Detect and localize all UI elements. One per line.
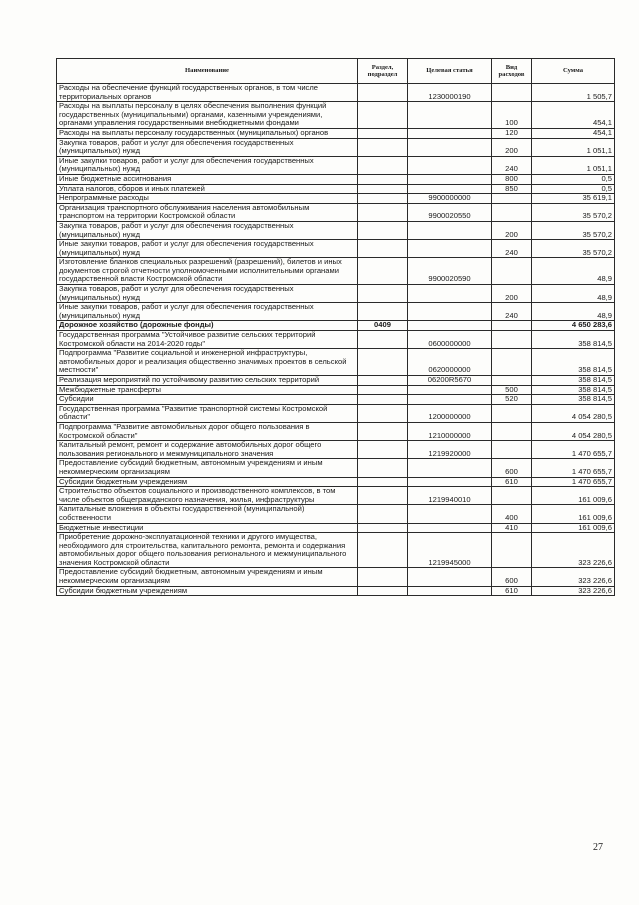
cell-kind: 800 [492, 174, 532, 184]
cell-name: Приобретение дорожно-эксплуатационной техники и другого имущества, необходимого для строительства, капитального ремонта, ремонта и содержания автомобильных дорог общего пользования регионального и межмуниципального значения Костромской области [57, 533, 358, 568]
cell-article: 9900020590 [408, 258, 492, 285]
cell-article [408, 395, 492, 405]
cell-sum: 48,9 [532, 258, 615, 285]
cell-kind: 120 [492, 128, 532, 138]
cell-kind: 400 [492, 505, 532, 523]
cell-article [408, 102, 492, 129]
header-sum: Сумма [532, 59, 615, 84]
cell-kind: 200 [492, 285, 532, 303]
cell-kind: 600 [492, 568, 532, 586]
cell-name: Организация транспортного обслуживания населения автомобильным транспортом на территории Костромской области [57, 203, 358, 221]
cell-section [358, 395, 408, 405]
cell-kind: 240 [492, 303, 532, 321]
cell-section [358, 203, 408, 221]
cell-kind [492, 533, 532, 568]
cell-article [408, 285, 492, 303]
cell-article [408, 321, 492, 331]
cell-section [358, 174, 408, 184]
table-row [57, 441, 615, 459]
cell-sum: 323 226,6 [532, 568, 615, 586]
cell-section [358, 441, 408, 459]
table-header-row [57, 59, 615, 84]
cell-name: Закупка товаров, работ и услуг для обеспечения государственных (муниципальных) нужд [57, 285, 358, 303]
table-row [57, 258, 615, 285]
cell-kind [492, 349, 532, 376]
table-row [57, 203, 615, 221]
cell-name: Предоставление субсидий бюджетным, автономным учреждениям и иным некоммерческим организациям [57, 568, 358, 586]
cell-name: Государственная программа "Устойчивое развитие сельских территорий Костромской области на 2014-2020 годы" [57, 331, 358, 349]
cell-sum: 4 650 283,6 [532, 321, 615, 331]
cell-sum: 323 226,6 [532, 586, 615, 596]
cell-section [358, 487, 408, 505]
cell-name: Иные закупки товаров, работ и услуг для обеспечения государственных (муниципальных) нужд [57, 303, 358, 321]
cell-name: Закупка товаров, работ и услуг для обеспечения государственных (муниципальных) нужд [57, 138, 358, 156]
cell-kind [492, 487, 532, 505]
cell-kind: 850 [492, 184, 532, 194]
cell-name: Подпрограмма "Развитие автомобильных дорог общего пользования в Костромской области" [57, 422, 358, 440]
cell-name: Дорожное хозяйство (дорожные фонды) [57, 321, 358, 331]
cell-section [358, 568, 408, 586]
cell-kind [492, 422, 532, 440]
cell-kind: 610 [492, 477, 532, 487]
cell-kind [492, 376, 532, 386]
cell-sum: 48,9 [532, 303, 615, 321]
cell-article [408, 477, 492, 487]
cell-section [358, 258, 408, 285]
cell-name: Субсидии бюджетным учреждениям [57, 586, 358, 596]
cell-name: Субсидии [57, 395, 358, 405]
table-row [57, 395, 615, 405]
table-row [57, 586, 615, 596]
cell-sum: 161 009,6 [532, 523, 615, 533]
cell-name: Предоставление субсидий бюджетным, автономным учреждениям и иным некоммерческим организациям [57, 459, 358, 477]
cell-section [358, 194, 408, 204]
cell-section [358, 102, 408, 129]
cell-kind: 520 [492, 395, 532, 405]
cell-article [408, 156, 492, 174]
cell-sum: 4 054 280,5 [532, 404, 615, 422]
cell-sum: 454,1 [532, 102, 615, 129]
page-number: 27 [593, 842, 603, 853]
cell-name: Расходы на выплаты персоналу государственных (муниципальных) органов [57, 128, 358, 138]
cell-sum: 454,1 [532, 128, 615, 138]
table-row [57, 184, 615, 194]
cell-name: Капитальный ремонт, ремонт и содержание автомобильных дорог общего пользования регионального и межмуниципального значения [57, 441, 358, 459]
cell-article: 06200R5670 [408, 376, 492, 386]
cell-name: Реализация мероприятий по устойчивому развитию сельских территорий [57, 376, 358, 386]
cell-article [408, 128, 492, 138]
cell-name: Иные закупки товаров, работ и услуг для обеспечения государственных (муниципальных) нужд [57, 240, 358, 258]
cell-name: Бюджетные инвестиции [57, 523, 358, 533]
cell-sum: 35 619,1 [532, 194, 615, 204]
cell-name: Изготовление бланков специальных разрешений (разрешений), билетов и иных документов строгой отчетности уполномоченными исполнительными органами государственной власти Костромской области [57, 258, 358, 285]
cell-article: 1200000000 [408, 404, 492, 422]
cell-sum: 48,9 [532, 285, 615, 303]
cell-kind: 410 [492, 523, 532, 533]
cell-sum: 1 051,1 [532, 156, 615, 174]
cell-sum: 161 009,6 [532, 487, 615, 505]
cell-name: Подпрограмма "Развитие социальной и инженерной инфраструктуры, автомобильных дорог и реализация общественно значимых проектов в сельской местности" [57, 349, 358, 376]
table-row [57, 321, 615, 331]
cell-article: 9900020550 [408, 203, 492, 221]
table-row [57, 138, 615, 156]
budget-table [56, 58, 615, 596]
cell-section [358, 240, 408, 258]
cell-article [408, 385, 492, 395]
header-section: Раздел, подраздел [358, 59, 408, 84]
cell-sum: 358 814,5 [532, 331, 615, 349]
table-row [57, 221, 615, 239]
cell-sum: 35 570,2 [532, 221, 615, 239]
cell-section [358, 376, 408, 386]
cell-article: 1219940010 [408, 487, 492, 505]
cell-section [358, 138, 408, 156]
cell-kind: 600 [492, 459, 532, 477]
table-row [57, 477, 615, 487]
cell-name: Закупка товаров, работ и услуг для обеспечения государственных (муниципальных) нужд [57, 221, 358, 239]
cell-sum: 0,5 [532, 184, 615, 194]
table-row [57, 533, 615, 568]
table-row [57, 459, 615, 477]
cell-article: 1210000000 [408, 422, 492, 440]
cell-article [408, 221, 492, 239]
cell-section [358, 477, 408, 487]
cell-section [358, 156, 408, 174]
table-row [57, 84, 615, 102]
cell-kind [492, 321, 532, 331]
cell-name: Строительство объектов социального и производственного комплексов, в том числе объектов общегражданского назначения, жилья, инфраструктуры [57, 487, 358, 505]
header-kind: Вид расходов [492, 59, 532, 84]
cell-section: 0409 [358, 321, 408, 331]
table-row [57, 194, 615, 204]
cell-section [358, 128, 408, 138]
table-row [57, 404, 615, 422]
cell-sum: 0,5 [532, 174, 615, 184]
cell-sum: 35 570,2 [532, 203, 615, 221]
cell-kind [492, 441, 532, 459]
table-row [57, 376, 615, 386]
table-row [57, 156, 615, 174]
cell-article [408, 586, 492, 596]
cell-name: Капитальные вложения в объекты государственной (муниципальной) собственности [57, 505, 358, 523]
table-row [57, 102, 615, 129]
cell-article [408, 303, 492, 321]
cell-name: Субсидии бюджетным учреждениям [57, 477, 358, 487]
header-name: Наименование [57, 59, 358, 84]
cell-sum: 35 570,2 [532, 240, 615, 258]
table-row [57, 422, 615, 440]
cell-article [408, 174, 492, 184]
cell-article: 9900000000 [408, 194, 492, 204]
cell-kind [492, 203, 532, 221]
header-article: Целевая статья [408, 59, 492, 84]
cell-article: 1219920000 [408, 441, 492, 459]
table-body [57, 84, 615, 596]
cell-kind [492, 331, 532, 349]
cell-kind: 240 [492, 156, 532, 174]
cell-article [408, 523, 492, 533]
cell-kind: 100 [492, 102, 532, 129]
cell-name: Расходы на обеспечение функций государственных органов, в том числе территориальных органов [57, 84, 358, 102]
cell-section [358, 533, 408, 568]
cell-section [358, 84, 408, 102]
table-row [57, 349, 615, 376]
cell-sum: 1 051,1 [532, 138, 615, 156]
cell-article [408, 184, 492, 194]
table-row [57, 240, 615, 258]
cell-kind: 200 [492, 138, 532, 156]
cell-name: Расходы на выплаты персоналу в целях обеспечения выполнения функций государственных (муниципальными) органами, казенными учреждениями, органами управления государственными внебюджетными фондами [57, 102, 358, 129]
cell-name: Межбюджетные трансферты [57, 385, 358, 395]
cell-section [358, 422, 408, 440]
cell-kind: 240 [492, 240, 532, 258]
cell-sum: 161 009,6 [532, 505, 615, 523]
cell-sum: 1 505,7 [532, 84, 615, 102]
cell-kind [492, 258, 532, 285]
table-row [57, 568, 615, 586]
cell-section [358, 331, 408, 349]
table-row [57, 285, 615, 303]
cell-name: Уплата налогов, сборов и иных платежей [57, 184, 358, 194]
cell-section [358, 285, 408, 303]
cell-name: Иные закупки товаров, работ и услуг для обеспечения государственных (муниципальных) нужд [57, 156, 358, 174]
table-row [57, 523, 615, 533]
cell-sum: 1 470 655,7 [532, 477, 615, 487]
cell-sum: 358 814,5 [532, 395, 615, 405]
cell-name: Государственная программа "Развитие транспортной системы Костромской области" [57, 404, 358, 422]
cell-section [358, 184, 408, 194]
cell-article [408, 459, 492, 477]
table-row [57, 505, 615, 523]
cell-section [358, 586, 408, 596]
cell-sum: 4 054 280,5 [532, 422, 615, 440]
cell-article [408, 568, 492, 586]
cell-sum: 358 814,5 [532, 376, 615, 386]
table-row [57, 331, 615, 349]
cell-article [408, 240, 492, 258]
cell-kind: 610 [492, 586, 532, 596]
table-row [57, 303, 615, 321]
cell-sum: 358 814,5 [532, 349, 615, 376]
cell-kind: 200 [492, 221, 532, 239]
cell-name: Иные бюджетные ассигнования [57, 174, 358, 184]
cell-section [358, 303, 408, 321]
table-row [57, 385, 615, 395]
cell-article [408, 505, 492, 523]
cell-name: Непрограммные расходы [57, 194, 358, 204]
cell-article: 1230000190 [408, 84, 492, 102]
cell-article: 1219945000 [408, 533, 492, 568]
table-row [57, 487, 615, 505]
cell-section [358, 505, 408, 523]
cell-section [358, 459, 408, 477]
cell-section [358, 349, 408, 376]
cell-kind [492, 194, 532, 204]
table-row [57, 174, 615, 184]
cell-kind [492, 84, 532, 102]
cell-section [358, 404, 408, 422]
cell-sum: 358 814,5 [532, 385, 615, 395]
cell-sum: 1 470 655,7 [532, 441, 615, 459]
cell-kind: 500 [492, 385, 532, 395]
cell-article: 0600000000 [408, 331, 492, 349]
table-row [57, 128, 615, 138]
cell-section [358, 385, 408, 395]
cell-article [408, 138, 492, 156]
cell-article: 0620000000 [408, 349, 492, 376]
cell-sum: 323 226,6 [532, 533, 615, 568]
cell-section [358, 523, 408, 533]
cell-sum: 1 470 655,7 [532, 459, 615, 477]
cell-section [358, 221, 408, 239]
cell-kind [492, 404, 532, 422]
